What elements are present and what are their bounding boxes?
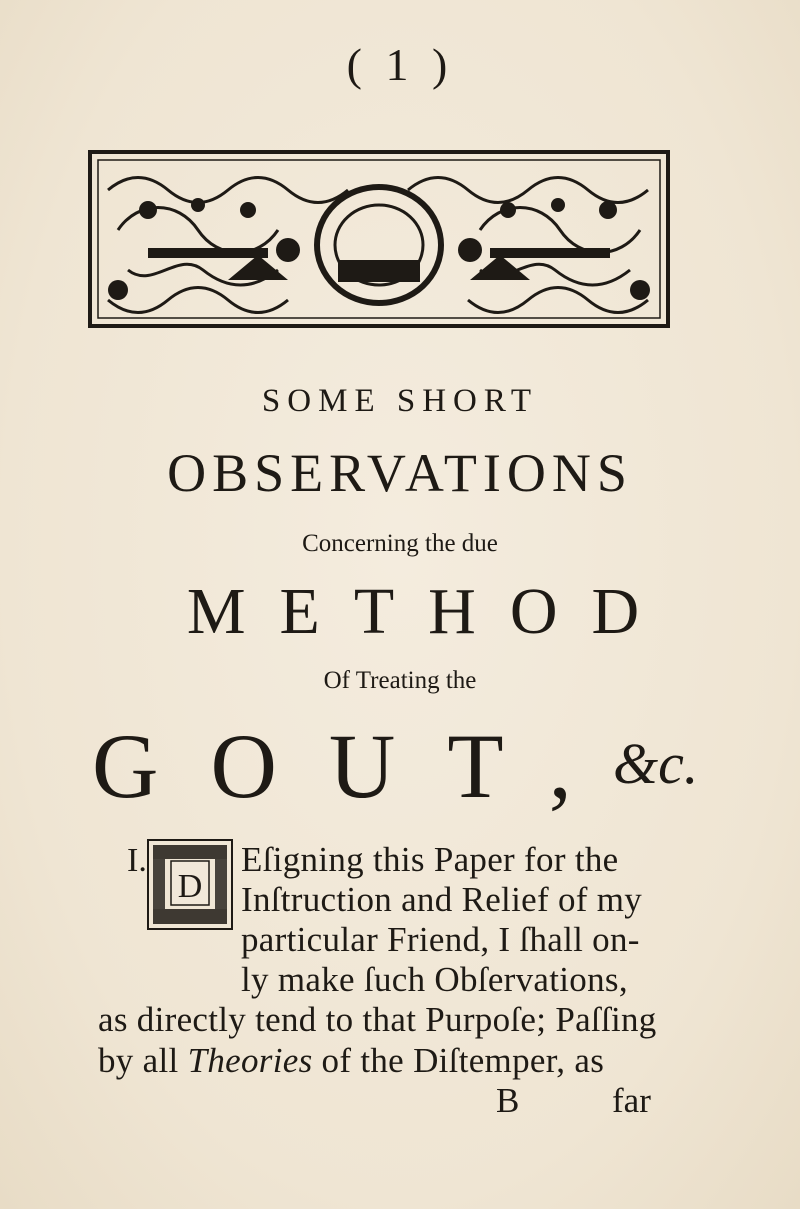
title-line-concerning: Concerning the due [302, 530, 498, 557]
paragraph-line-3: particular Friend, I ſhall on- [241, 920, 640, 959]
paragraph-line-6-italic: Theories [187, 1041, 313, 1080]
title-line-of-treating: Of Treating the [323, 667, 477, 694]
paragraph-number: I. [127, 842, 147, 879]
page-number: ( 1 ) [346, 39, 454, 90]
catchword: far [612, 1081, 651, 1120]
title-line-gout: GOUT, [92, 715, 624, 817]
drop-cap-letter: D [177, 868, 203, 905]
paragraph-line-6-pre: by all [98, 1041, 188, 1080]
ornamental-headpiece-icon [88, 150, 670, 328]
paragraph-line-4: ly make ſuch Obſervations, [241, 960, 628, 999]
paragraph-line-5: as directly tend to that Purpoſe; Paſſing [98, 1000, 657, 1039]
paragraph-line-6-post: of the Diſtemper, as [312, 1041, 605, 1080]
drop-cap-ornament-icon [147, 839, 233, 930]
title-line-some-short: SOME SHORT [261, 383, 539, 419]
title-line-observations: OBSERVATIONS [167, 443, 633, 503]
paragraph-line-6 [98, 1041, 604, 1081]
paragraph-line-2: Inſtruction and Relief of my [241, 880, 643, 919]
title-etc: &c. [613, 731, 699, 796]
signature-mark: B [496, 1081, 520, 1120]
title-line-method: METHOD [186, 575, 674, 648]
paragraph-line-1: Eſigning this Paper for the [241, 840, 619, 879]
